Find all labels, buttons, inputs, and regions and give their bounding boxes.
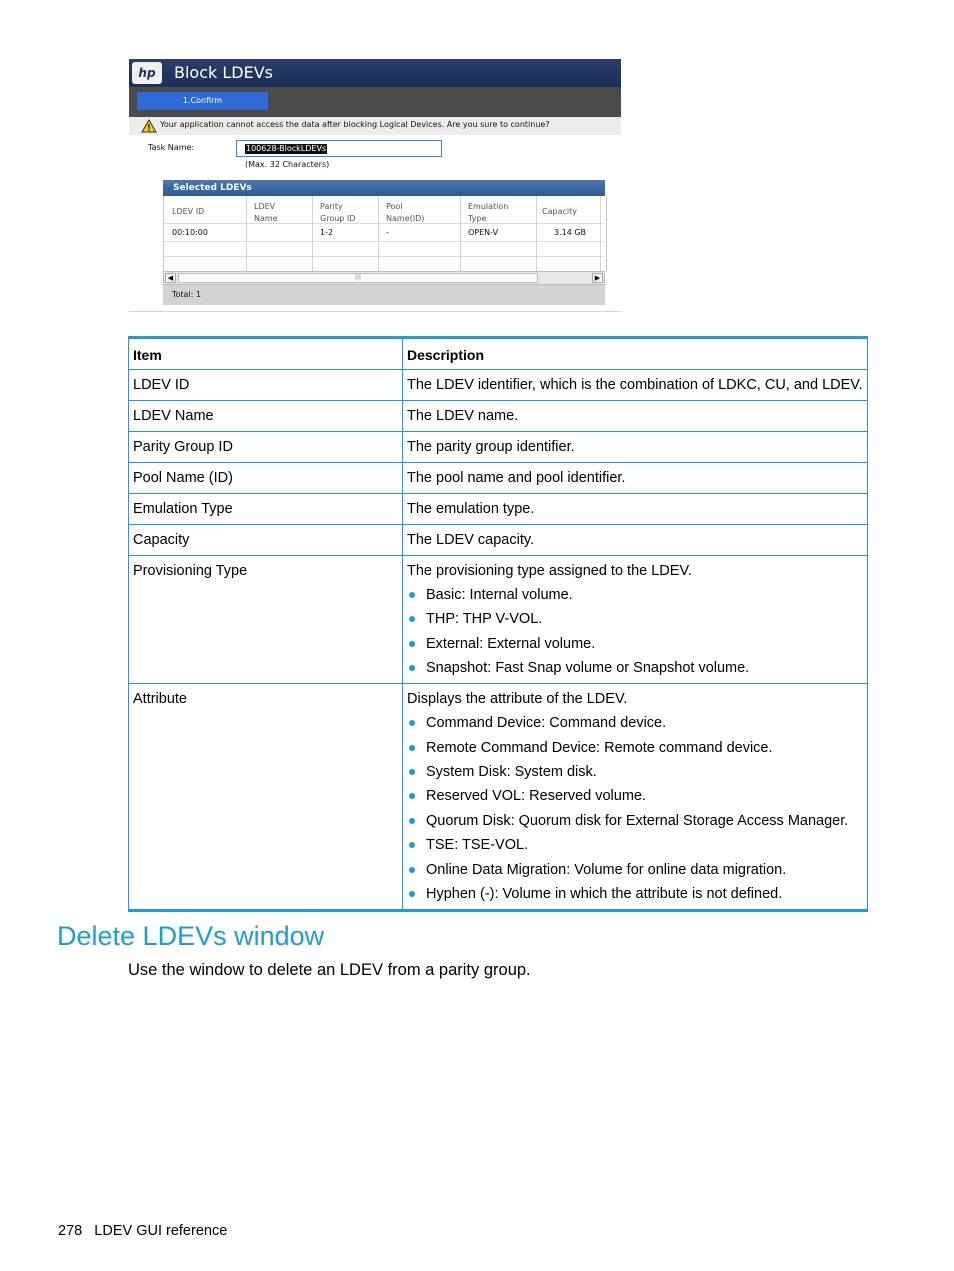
list-item	[407, 812, 863, 830]
list-item	[407, 586, 863, 604]
bullet-icon	[409, 793, 415, 799]
list-item	[407, 739, 863, 757]
list-item-text: Basic: Internal volume.	[426, 587, 573, 603]
bullet-icon	[409, 842, 415, 848]
grid-cell: 1-2	[320, 228, 334, 237]
bullet-icon	[409, 665, 415, 671]
list-item-text: Quorum Disk: Quorum disk for External Storage Access Manager.	[426, 812, 849, 829]
bullet-icon	[409, 867, 415, 873]
list-item	[407, 714, 863, 732]
grid-cell: 00:10:00	[172, 228, 208, 237]
list-item	[407, 787, 863, 805]
row-item: Attribute	[129, 684, 403, 911]
window-title: Block LDEVs	[174, 63, 273, 82]
list-item	[407, 659, 863, 677]
row-item: LDEV Name	[129, 401, 403, 432]
list-item	[407, 635, 863, 653]
list-item-text: TSE: TSE-VOL.	[426, 837, 529, 854]
table-row	[129, 684, 868, 911]
warning-text: Your application cannot access the data after blocking Logical Devices. Are you sure to continue?	[160, 120, 550, 129]
grid-header-ldev-name[interactable]: LDEV Name	[254, 202, 278, 223]
list-item-text: Command Device: Command device.	[426, 715, 667, 732]
table-header-row	[129, 338, 868, 370]
task-name-hint: (Max. 32 Characters)	[245, 160, 330, 169]
grid-column	[312, 196, 379, 271]
table-row	[129, 494, 868, 525]
table-header-item: Item	[129, 338, 403, 370]
row-description: The parity group identifier.	[403, 432, 868, 463]
row-item: Pool Name (ID)	[129, 463, 403, 494]
row-description: Displays the attribute of the LDEV.	[407, 691, 628, 708]
selected-ldevs-header: Selected LDEVs	[163, 180, 605, 196]
row-item: Provisioning Type	[129, 556, 403, 684]
list-item	[407, 763, 863, 781]
window-title-bar	[129, 59, 621, 87]
horizontal-scrollbar[interactable]	[163, 271, 605, 285]
grid-column	[378, 196, 461, 271]
row-item: Emulation Type	[129, 494, 403, 525]
section-intro: Use the window to delete an LDEV from a parity group.	[128, 961, 531, 979]
list-item	[407, 836, 863, 854]
total-count: Total: 1	[163, 285, 605, 305]
list-item-text: System Disk: System disk.	[426, 763, 597, 780]
grid-cell: OPEN-V	[468, 228, 499, 237]
list-item-text: Reserved VOL: Reserved volume.	[426, 788, 647, 805]
bullet-icon	[409, 592, 415, 598]
bullet-list	[407, 714, 863, 903]
wizard-step-bar	[129, 87, 621, 117]
row-item: LDEV ID	[129, 370, 403, 401]
page-footer	[58, 1223, 227, 1239]
row-description: The LDEV capacity.	[403, 525, 868, 556]
list-item	[407, 885, 863, 903]
scroll-left-icon[interactable]: ◀	[165, 273, 176, 283]
list-item-text: Online Data Migration: Volume for online data migration.	[426, 861, 787, 878]
task-name-label: Task Name:	[148, 143, 195, 152]
step-confirm-tab[interactable]: 1.Confirm	[137, 92, 268, 110]
list-item-text: Remote Command Device: Remote command device.	[426, 739, 773, 756]
table-row	[129, 525, 868, 556]
grid-column	[246, 196, 313, 271]
list-item	[407, 610, 863, 628]
task-name-value: 100628-BlockLDEVs	[246, 144, 327, 153]
ldev-field-description-table	[128, 336, 868, 912]
row-item: Parity Group ID	[129, 432, 403, 463]
block-ldevs-screenshot	[129, 59, 621, 312]
grid-header-capacity[interactable]: Capacity	[542, 207, 577, 216]
chapter-title: LDEV GUI reference	[94, 1223, 228, 1239]
warning-icon	[141, 119, 157, 133]
grid-header-parity-group[interactable]: Parity Group ID	[320, 202, 356, 223]
row-description: The LDEV identifier, which is the combination of LDKC, CU, and LDEV.	[403, 370, 868, 401]
table-header-description: Description	[403, 338, 868, 370]
table-row	[129, 556, 868, 684]
page-number: 278	[58, 1223, 83, 1239]
row-description: The provisioning type assigned to the LDEV.	[407, 563, 692, 579]
grid-column	[164, 196, 247, 271]
table-row	[129, 401, 868, 432]
scroll-thumb[interactable]: |||	[178, 273, 538, 283]
grid-column	[536, 196, 601, 271]
grid-cell: 3.14 GB	[554, 228, 587, 237]
list-item-text: External: External volume.	[426, 635, 596, 652]
list-item-text: Hyphen (-): Volume in which the attribute is not defined.	[426, 885, 783, 902]
grid-header-emulation-type[interactable]: Emulation Type	[468, 202, 509, 223]
bullet-icon	[409, 641, 415, 647]
hp-logo: hp	[132, 62, 162, 84]
warning-bar	[129, 117, 621, 135]
list-item-text: Snapshot: Fast Snap volume or Snapshot volume.	[426, 660, 750, 677]
row-description: The emulation type.	[403, 494, 868, 525]
bullet-icon	[409, 891, 415, 897]
row-description-cell	[403, 684, 868, 911]
bullet-list	[407, 586, 863, 677]
scroll-right-icon[interactable]: ▶	[592, 273, 603, 283]
bullet-icon	[409, 616, 415, 622]
grid-header-pool-name[interactable]: Pool Name(ID)	[386, 202, 425, 223]
grid-cell: -	[386, 228, 389, 237]
grid-header-ldev-id[interactable]: LDEV ID	[172, 207, 205, 216]
row-description: The pool name and pool identifier.	[403, 463, 868, 494]
section-heading: Delete LDEVs window	[57, 921, 325, 951]
row-item: Capacity	[129, 525, 403, 556]
task-name-input[interactable]	[236, 140, 442, 157]
grid-column	[460, 196, 537, 271]
selected-ldevs-grid	[163, 196, 607, 271]
list-item-text: THP: THP V-VOL.	[426, 611, 543, 628]
row-description: The LDEV name.	[403, 401, 868, 432]
bullet-icon	[409, 720, 415, 726]
bullet-icon	[409, 818, 415, 824]
row-description-cell	[403, 556, 868, 684]
list-item	[407, 861, 863, 879]
table-row	[129, 370, 868, 401]
bullet-icon	[409, 769, 415, 775]
bullet-icon	[409, 745, 415, 751]
table-row	[129, 432, 868, 463]
table-row	[129, 463, 868, 494]
